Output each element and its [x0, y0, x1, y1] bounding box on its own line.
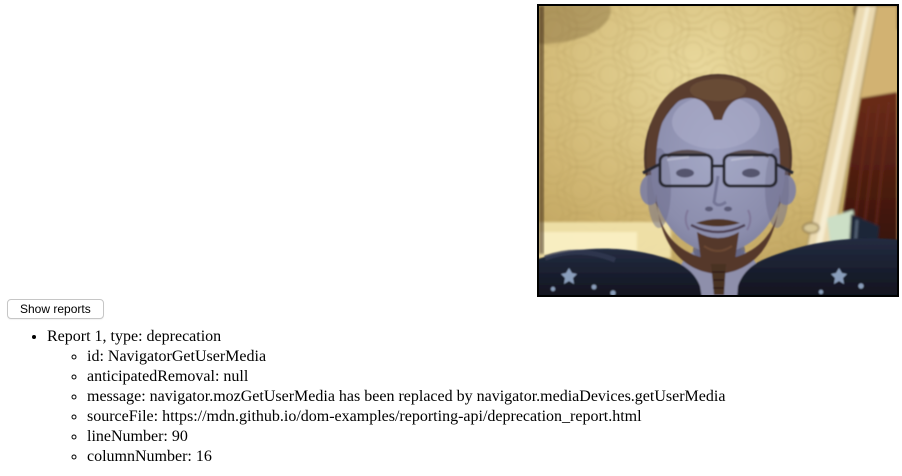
webcam-video — [537, 4, 899, 297]
report-title: Report 1, type: deprecation — [47, 328, 222, 345]
show-reports-button[interactable]: Show reports — [7, 299, 104, 319]
report-detail-line-number: ◦ lineNumber: 90 — [87, 427, 898, 447]
report-detail-column-number: ◦ columnNumber: 16 — [87, 447, 898, 467]
report-item — [47, 327, 898, 467]
reports-list — [8, 327, 898, 467]
report-detail-anticipated-removal: ◦ anticipatedRemoval: null — [87, 367, 898, 387]
reports-output — [8, 327, 898, 467]
webcam-scene — [539, 6, 897, 295]
right-eye — [742, 169, 760, 178]
left-edge-shadow — [539, 6, 544, 254]
report-detail-id: ◦ id: NavigatorGetUserMedia — [87, 347, 898, 367]
report-details-list — [47, 347, 898, 467]
report-detail-message: ◦ message: navigator.mozGetUserMedia has been replaced by navigator.mediaDevices.getUserMedia — [87, 387, 898, 407]
left-eye — [676, 169, 694, 178]
door-knob — [803, 223, 819, 233]
report-detail-source-file: ◦ sourceFile: https://mdn.github.io/dom-examples/reporting-api/deprecation_report.html — [87, 407, 898, 427]
